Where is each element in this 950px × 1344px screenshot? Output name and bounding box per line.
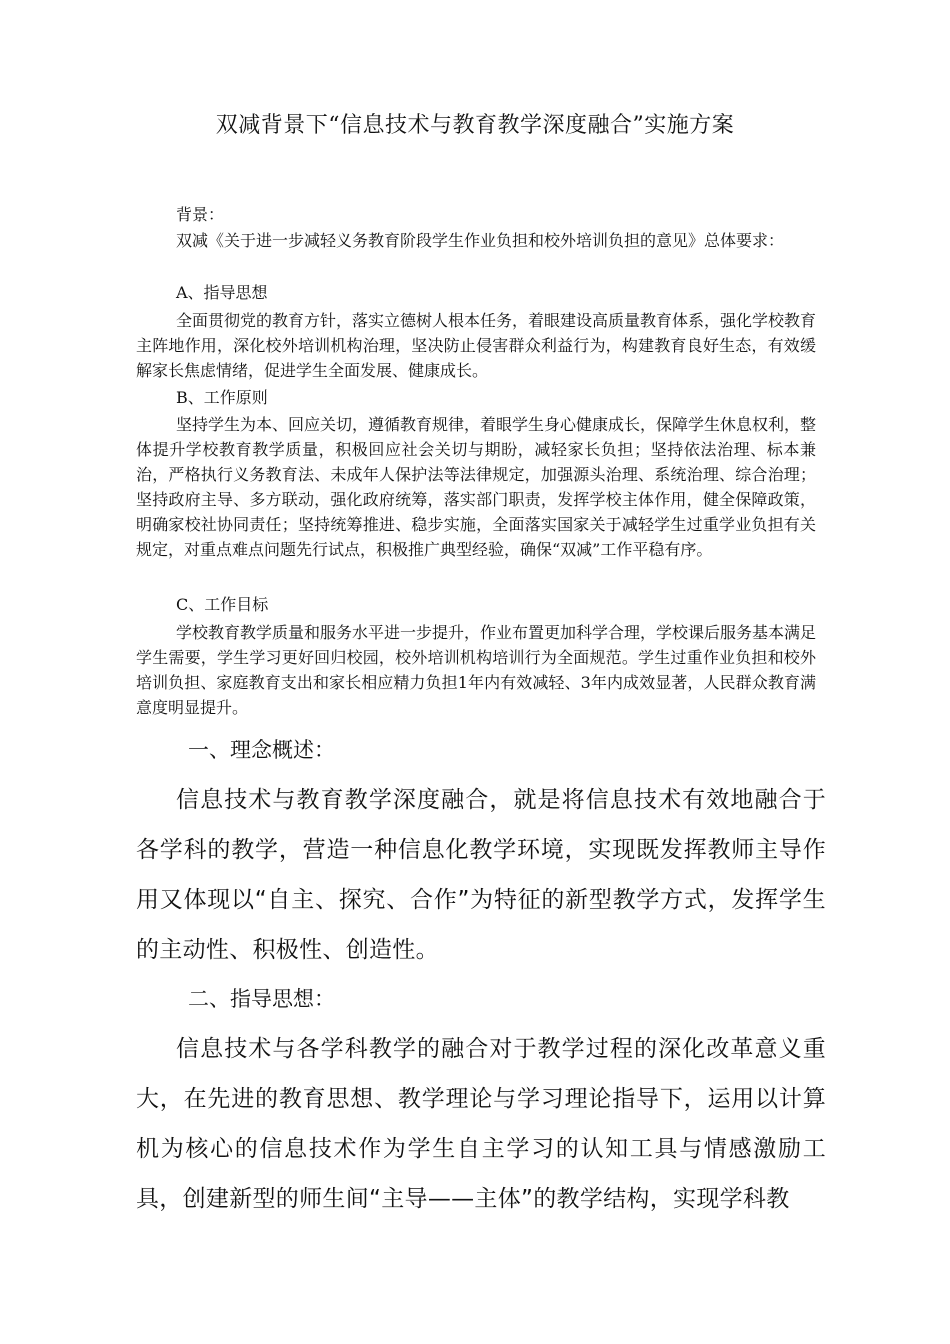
background-label: 背景： <box>176 205 225 224</box>
section-2-heading: 二、指导思想： <box>188 987 335 1011</box>
section-b-heading: B、工作原则 <box>176 388 268 407</box>
section-1-heading: 一、理念概述： <box>188 738 335 762</box>
section-c-heading: C、工作目标 <box>176 595 269 614</box>
section-1-paragraph: 信息技术与教育教学深度融合，就是将信息技术有效地融合于各学科的教学，营造一种信息化教学环境，实现既发挥教师主导作用又体现以“自主、探究、合作”为特征的新型教学方式，发挥学生的主动性、积极性、创造性。 <box>136 787 826 963</box>
section-2-paragraph: 信息技术与各学科教学的融合对于教学过程的深化改革意义重大，在先进的教育思想、教学理论与学习理论指导下，运用以计算机为核心的信息技术作为学生自主学习的认知工具与情感激励工具，创建新型的师生间“主导——主体”的教学结构，实现学科教 <box>136 1036 826 1212</box>
document-title: 双减背景下“信息技术与教育教学深度融合”实施方案 <box>215 113 735 138</box>
background-text: 双减《关于进一步减轻义务教育阶段学生作业负担和校外培训负担的意见》总体要求： <box>176 231 785 250</box>
section-b-paragraph: 坚持学生为本、回应关切，遵循教育规律，着眼学生身心健康成长，保障学生休息权利，整体提升学校教育教学质量，积极回应社会关切与期盼，减轻家长负担；坚持依法治理、标本兼治，严格执行义务教育法、未成年人保护法等法律规定，加强源头治理、系统治理、综合治理；坚持政府主导、多方联动，强化政府统筹，落实部门职责，发挥学校主体作用，健全保障政策，明确家校社协同责任；坚持统筹推进、稳步实施，全面落实国家关于减轻学生过重学业负担有关规定，对重点难点问题先行试点，积极推广典型经验，确保“双减”工作平稳有序。 <box>136 415 817 559</box>
section-c-paragraph: 学校教育教学质量和服务水平进一步提升，作业布置更加科学合理，学校课后服务基本满足学生需要，学生学习更好回归校园，校外培训机构培训行为全面规范。学生过重作业负担和校外培训负担、家庭教育支出和家长相应精力负担1年内有效减轻、3年内成效显著，人民群众教育满意度明显提升。 <box>136 623 817 717</box>
section-a-paragraph: 全面贯彻党的教育方针，落实立德树人根本任务，着眼建设高质量教育体系，强化学校教育主阵地作用，深化校外培训机构治理，坚决防止侵害群众利益行为，构建教育良好生态，有效缓解家长焦虑情绪，促进学生全面发展、健康成长。 <box>136 311 817 380</box>
section-a-heading: A、指导思想 <box>176 283 268 302</box>
